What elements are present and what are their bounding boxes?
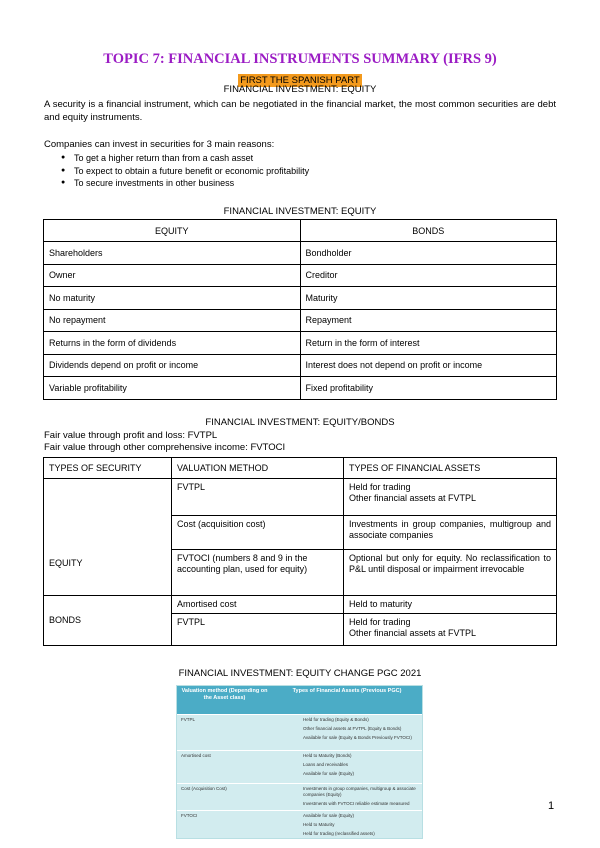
security-type-bonds: BONDS: [44, 596, 172, 646]
cell: Bondholder: [300, 242, 557, 265]
column-header: BONDS: [300, 220, 557, 242]
list-item: ● To secure investments in other business: [44, 177, 309, 190]
column-header: EQUITY: [44, 220, 301, 242]
cell: Fixed profitability: [300, 377, 557, 400]
reasons-list: [44, 152, 309, 190]
valuation-method: FVTPL: [181, 717, 196, 722]
table-row: [44, 332, 557, 355]
cell: Maturity: [300, 287, 557, 310]
financial-assets: Held for trading Other financial assets at FVTPL: [344, 614, 557, 646]
table-row: [44, 596, 557, 614]
column-header: Types of Financial Assets (Previous PGC): [292, 688, 402, 694]
cell: Dividends depend on profit or income: [44, 354, 301, 377]
page-number: 1: [548, 800, 555, 812]
valuation-method: Cost (Acquisition Cost): [181, 786, 227, 791]
valuation-methods-table: [43, 457, 557, 646]
section-heading: FINANCIAL INVESTMENT: EQUITY: [223, 84, 377, 95]
image-table-caption: FINANCIAL INVESTMENT: EQUITY CHANGE PGC 2021: [178, 668, 422, 679]
financial-assets: Held for trading Other financial assets at FVTPL: [344, 479, 557, 516]
financial-assets: Investments in group companies, multigroup and associate companies: [344, 516, 557, 550]
table-row: [44, 354, 557, 377]
equity-bonds-comparison-table: [43, 219, 557, 400]
fvtoci-definition: Fair value through other comprehensive income: FVTOCI: [44, 442, 286, 453]
security-type-equity: EQUITY: [44, 479, 172, 596]
valuation-method: FVTOCI (numbers 8 and 9 in the accounting plan, used for equity): [172, 550, 344, 596]
financial-assets: Held to maturity: [344, 596, 557, 614]
table-row: [177, 810, 422, 839]
intro-paragraph: A security is a financial instrument, which can be negotiated in the financial market, the most common securities are debt and equity instruments.: [44, 99, 556, 123]
column-header: VALUATION METHOD: [172, 458, 344, 479]
cell: Return in the form of interest: [300, 332, 557, 355]
list-item: ● To expect to obtain a future benefit or economic profitability: [44, 165, 309, 178]
table-row: [44, 377, 557, 400]
table-row: [44, 479, 557, 516]
table-row: [44, 242, 557, 265]
table-row: [177, 714, 422, 750]
cell: Repayment: [300, 309, 557, 332]
fvtpl-definition: Fair value through profit and loss: FVTPL: [44, 430, 218, 441]
reasons-intro: Companies can invest in securities for 3 main reasons:: [44, 139, 275, 150]
financial-assets: Optional but only for equity. No reclassification to P&L until disposal or impairment irrevocable: [344, 550, 557, 596]
cell: Returns in the form of dividends: [44, 332, 301, 355]
table-row: [44, 309, 557, 332]
table-row: [44, 287, 557, 310]
column-header: TYPES OF SECURITY: [44, 458, 172, 479]
column-header: Valuation method (Depending on the Asset class): [181, 688, 268, 701]
valuation-method: FVTOCI: [181, 813, 198, 818]
cell: No repayment: [44, 309, 301, 332]
pgc-2021-change-table: [176, 685, 423, 839]
cell: Interest does not depend on profit or income: [300, 354, 557, 377]
highlighted-subtitle: FIRST THE SPANISH PART: [240, 75, 360, 86]
cell: Variable profitability: [44, 377, 301, 400]
list-item: ● To get a higher return than from a cash asset: [44, 152, 309, 165]
financial-assets: Investments in group companies, multigroup & associate companies (Equity) Investments with FVTOCI reliable estimate measured: [303, 786, 416, 806]
table1-caption: FINANCIAL INVESTMENT: EQUITY: [223, 206, 377, 217]
cell: Owner: [44, 264, 301, 287]
table-row: [177, 783, 422, 810]
financial-assets: Held to Maturity (Bonds) Loans and receivables Available for sale (Equity): [303, 753, 354, 776]
financial-assets: Held for trading (Equity & Bonds) Other financial assets at FVTPL (Equity & Bonds) Available for sale (Equity & Bonds Previously FVTOCI): [303, 717, 412, 740]
cell: No maturity: [44, 287, 301, 310]
valuation-method: FVTPL: [172, 614, 344, 646]
table-row: [44, 264, 557, 287]
financial-assets: Available for sale (Equity) Held to Maturity Held for trading (reclassified assets): [303, 813, 375, 836]
document-title: TOPIC 7: FINANCIAL INSTRUMENTS SUMMARY (IFRS 9): [103, 51, 497, 67]
column-header: TYPES OF FINANCIAL ASSETS: [344, 458, 557, 479]
valuation-method: Amortised cost: [172, 596, 344, 614]
cell: Shareholders: [44, 242, 301, 265]
cell: Creditor: [300, 264, 557, 287]
valuation-method: FVTPL: [172, 479, 344, 516]
valuation-method: Amortised cost: [181, 753, 211, 758]
image-table-header: [177, 686, 422, 714]
table-row: [177, 750, 422, 783]
table2-caption: FINANCIAL INVESTMENT: EQUITY/BONDS: [205, 417, 395, 428]
valuation-method: Cost (acquisition cost): [172, 516, 344, 550]
